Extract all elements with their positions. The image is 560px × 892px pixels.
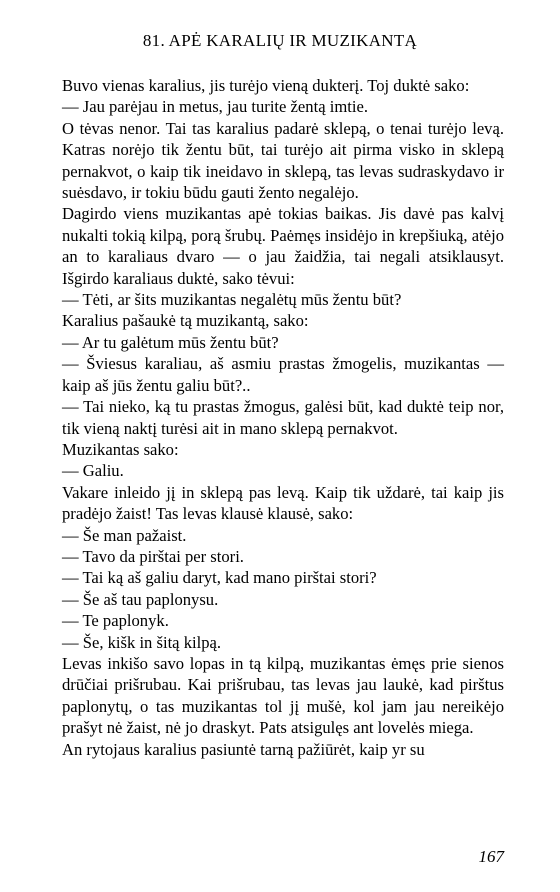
story-text: [62, 75, 504, 760]
page-number: 167: [478, 847, 504, 866]
paragraph: — Tėti, ar šits muzikantas negalėtų mūs žentu būt?: [62, 290, 402, 310]
paragraph: — Še man pažaist.: [62, 525, 187, 545]
paragraph: O tėvas nenor. Tai tas karalius padarė sklepą, o tenai turėjo levą. Katras norėjo tik žentu būt, tai turėjo ait pirma visko in sklepą pernakvot, o kaip tik ineidavo in sklepą, tas levas sudraskydavo ir suėsdavo, ir tokiu būdu gauti žento negalėjo.: [62, 118, 504, 203]
paragraph: — Jau parėjau in metus, jau turite žentą imtie.: [62, 97, 368, 117]
paragraph: — Še aš tau paplonysu.: [62, 589, 219, 609]
paragraph: — Še, kišk in šitą kilpą.: [62, 632, 222, 652]
paragraph: — Tai nieko, ką tu prastas žmogus, galėsi būt, kad duktė teip nor, tik vieną naktį turėsi ait in mano sklepą pernakvot.: [62, 397, 504, 438]
paragraph: Levas inkišo savo lopas in tą kilpą, muzikantas ėmęs prie sienos drūčiai prišrubau. Kai prišrubau, tas levas jau laukė, kad pirštus paplonytų, o tas muzikantas tol jį mušė, kol jam jau nereikėjo prašyt nė žaist, nė jo draskyt. Pats atsigulęs ant lovelės miega.: [62, 653, 504, 738]
paragraph: Dagirdo viens muzikantas apė tokias baikas. Jis davė pas kalvį nukalti tokią kilpą, porą šrubų. Paėmęs insidėjo in krepšiuką, atėjo an to karaliaus dvaro — o jau žaidžia, tai negali atsiklausyt. Išgirdo karaliaus duktė, sako tėvui:: [62, 204, 504, 288]
chapter-title: 81. APĖ KARALIŲ IR MUZIKANTĄ: [142, 31, 418, 50]
paragraph: — Tai ką aš galiu daryt, kad mano pirštai stori?: [62, 568, 377, 588]
paragraph: Vakare inleido jį in sklepą pas levą. Kaip tik uždarė, tai kaip jis pradėjo žaist! Tas levas klausė klausė, sako:: [62, 482, 504, 524]
paragraph: — Galiu.: [62, 461, 124, 481]
paragraph: An rytojaus karalius pasiuntė tarną pažiūrėt, kaip yr su: [62, 739, 425, 759]
paragraph: — Ar tu galėtum mūs žentu būt?: [62, 332, 279, 352]
paragraph: — Te paplonyk.: [62, 611, 169, 631]
paragraph: Muzikantas sako:: [62, 439, 179, 459]
paragraph: — Šviesus karaliau, aš asmiu prastas žmogelis, muzikantas — kaip aš jūs žentu galiu būt?..: [62, 354, 504, 395]
paragraph: — Tavo da pirštai per stori.: [62, 546, 244, 566]
paragraph: Buvo vienas karalius, jis turėjo vieną dukterį. Toj duktė sako:: [62, 76, 470, 95]
paragraph: Karalius pašaukė tą muzikantą, sako:: [62, 311, 309, 331]
